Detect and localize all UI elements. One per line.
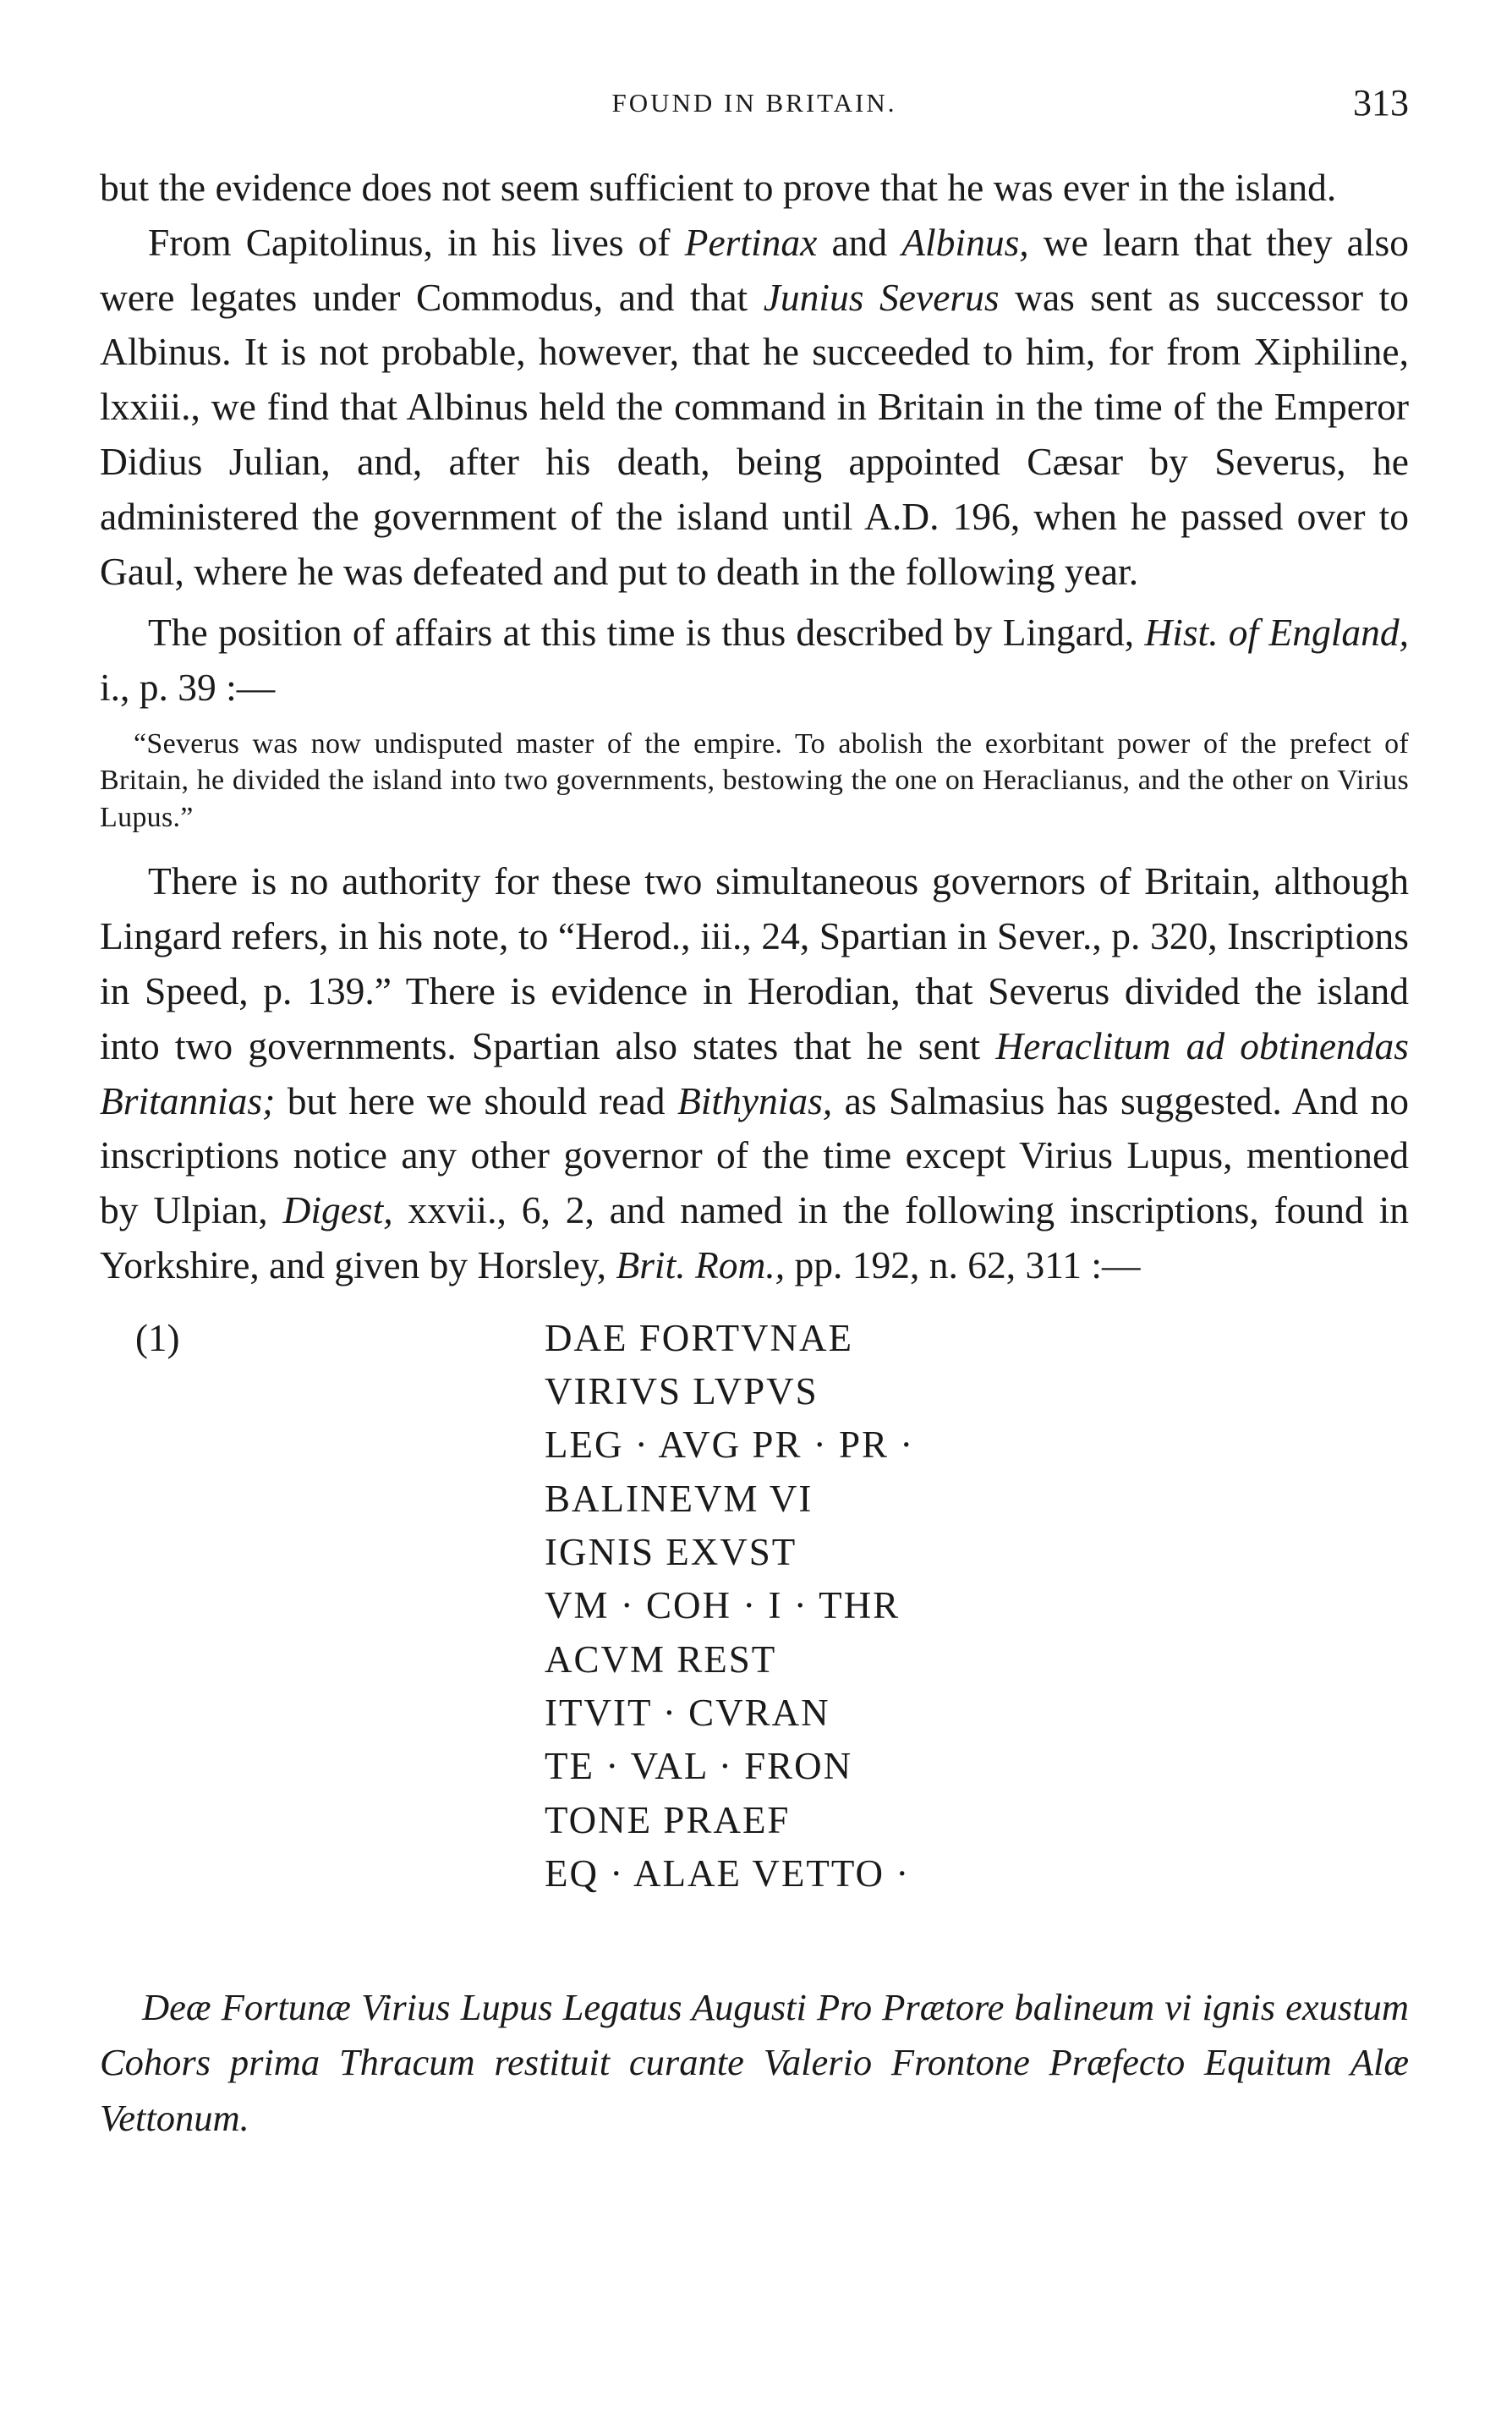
text-run: The position of affairs at this time is thus described by Lingard, xyxy=(148,611,1145,655)
text-run: From Capitolinus, in his lives of xyxy=(148,220,685,264)
paragraph-lingard xyxy=(100,606,1409,716)
inscription-line: IGNIS EXVST xyxy=(545,1531,797,1574)
text-run: xxvii., 6, 2, and named in the following inscriptions, found in Yorkshire, and given by Horsley, xyxy=(100,1188,1409,1287)
inscription-line: VIRIVS LVPVS xyxy=(545,1370,819,1413)
inscription-line: TONE PRAEF xyxy=(545,1798,791,1841)
text-run: and xyxy=(817,220,902,264)
italic-run: Brit. Rom., xyxy=(616,1243,786,1287)
inscription-line: EQ · ALAE VETTO · xyxy=(545,1851,911,1895)
page-header xyxy=(100,81,1409,132)
text-run: as Salmasius has suggested. And no inscriptions notice any other governor of the time except Virius Lupus, mentioned by Ulpian, xyxy=(100,1078,1409,1232)
italic-run: Albinus, xyxy=(901,220,1029,264)
text-run: was sent as successor to Albinus. It is not probable, however, that he succeeded to him, for from Xiphiline, lxxiii., we find that Albinus held the command in Britain in the time of the Emperor Didius Julian, and, after his death, being appointed Cæsar by Severus, he administered the government of the island until A.D. 196, when he passed over to Gaul, where he was defeated and put to death in the following year. xyxy=(100,275,1409,593)
text-run: i., p. 39 :— xyxy=(100,666,276,710)
italic-run: Junius Severus xyxy=(763,275,1000,319)
inscription-number: (1) xyxy=(135,1316,180,1359)
paragraph-capitolinus xyxy=(100,216,1409,600)
italic-run: Heraclitum ad obtinendas Britannias; xyxy=(100,1023,1409,1122)
page-number: 313 xyxy=(1353,82,1409,123)
body-text xyxy=(100,161,1409,2146)
italic-run: Hist. of England, xyxy=(1144,611,1409,655)
italic-run: Pertinax xyxy=(684,220,818,264)
italic-run: Bithynias, xyxy=(677,1078,833,1122)
running-title: FOUND IN BRITAIN. xyxy=(611,88,897,118)
text-run: but here we should read xyxy=(275,1078,677,1122)
inscription-line: ACVM REST xyxy=(545,1637,777,1681)
paragraph-authority xyxy=(100,854,1409,1292)
text-run: There is no authority for these two simultaneous governors of Britain, although Lingard refers, in his note, to “Herod., iii., 24, Spartian in Sever., p. 320, Inscriptions in Speed, p. 139.” There is evidence in Herodian, that Severus divided the island into two governments. Spartian also states that he sent xyxy=(100,859,1409,1067)
text-run: we learn that they also were legates under Commodus, and that xyxy=(100,220,1409,319)
inscription-line: BALINEVM VI xyxy=(545,1477,814,1520)
inscription-line: LEG · AVG PR · PR · xyxy=(545,1423,915,1467)
inscription-block xyxy=(100,1312,1409,1963)
inscription-lines xyxy=(545,1312,914,1901)
paragraph-continuation: but the evidence does not seem sufficient to prove that he was ever in the island. xyxy=(100,166,1337,209)
inscription-line: ITVIT · CVRAN xyxy=(545,1691,830,1734)
inscription-line: DAE FORTVNAE xyxy=(545,1316,854,1359)
inscription-line: TE · VAL · FRON xyxy=(545,1745,853,1788)
italic-run: Digest, xyxy=(282,1188,393,1232)
inscription-line: VM · COH · I · THR xyxy=(545,1584,901,1627)
block-quote: “Severus was now undisputed master of the empire. To abolish the exorbitant power of the prefect of Britain, he divided the island into two governments, bestowing the one on Heraclianus, and the other on Virius Lupus.” xyxy=(100,727,1409,833)
text-run: pp. 192, n. 62, 311 :— xyxy=(785,1243,1141,1287)
inscription-expansion: Deæ Fortunæ Virius Lupus Legatus Augusti Pro Prætore balineum vi ignis exustum Cohors prima Thracum restituit curante Valerio Frontone Præfecto Equitum Alæ Vettonum. xyxy=(100,1985,1409,2139)
